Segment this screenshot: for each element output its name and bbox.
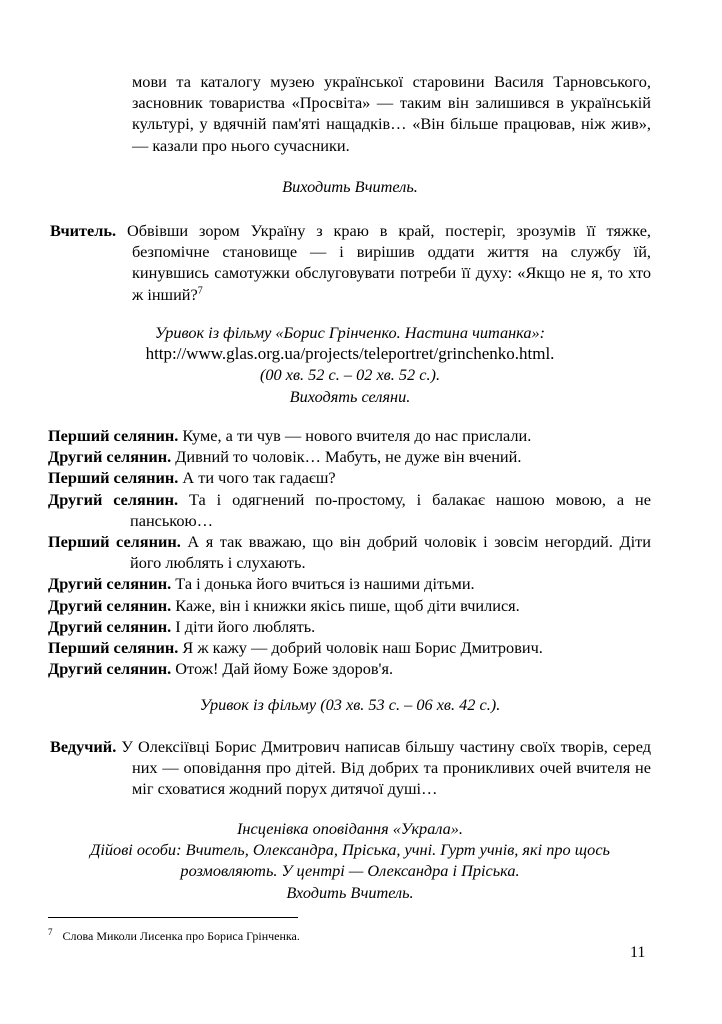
footnote	[48, 928, 300, 944]
staging-characters: Дійові особи: Вчитель, Олександра, Пріська, учні. Гурт учнів, які про щось розмовляють. У центрі — Олександра і Пріська.	[90, 840, 610, 881]
dialogue-text: А ти чого так гадаєш?	[182, 468, 336, 488]
host-text: У Олексіївці Борис Дмитрович написав більшу частину своїх творів, серед них — оповідання про дітей. Від добрих та проникливих очей вчителя не міг сховатися жодний порух дитячої душі…	[121, 737, 651, 799]
dialogue-line	[48, 446, 651, 467]
film-excerpt-1	[48, 322, 652, 407]
dialogue-text: І діти його люблять.	[175, 616, 316, 636]
film-excerpt-title: Уривок із фільму «Борис Грінченко. Настина читанка»:	[154, 323, 546, 342]
speaker-name: Перший селянин.	[48, 638, 179, 658]
staging-description	[48, 818, 652, 903]
staging-title: Інсценівка оповідання «Украла».	[236, 819, 463, 838]
dialogue-line	[48, 531, 651, 573]
speaker-name: Другий селянин.	[48, 659, 172, 679]
footnote-ref: 7	[197, 285, 203, 297]
film-excerpt-url[interactable]: http://www.glas.org.ua/projects/teleportret/grinchenko.html.	[145, 344, 555, 364]
dialogue-line	[48, 489, 651, 531]
footnote-text: Слова Миколи Лисенка про Бориса Грінченка.	[62, 929, 300, 943]
dialogue-text: Я ж кажу — добрий чоловік наш Борис Дмитрович.	[182, 638, 543, 658]
intro-paragraph	[132, 71, 651, 156]
stage-direction-villagers: Виходять селяни.	[289, 386, 411, 406]
dialogue-line	[48, 637, 651, 658]
dialogue-text: Дивний то чоловік… Мабуть, не дуже він вчений.	[175, 447, 522, 467]
dialogue-text: Каже, він і книжки якісь пише, щоб діти вчилися.	[175, 595, 520, 615]
speaker-name: Другий селянин.	[48, 595, 172, 615]
speaker-name: Другий селянин.	[48, 616, 172, 636]
speaker-name: Другий селянин.	[48, 574, 172, 594]
film-excerpt-2	[48, 694, 652, 715]
footnote-separator	[48, 917, 298, 918]
dialogue-line	[48, 573, 651, 594]
speaker-name: Перший селянин.	[48, 426, 179, 445]
dialogue-text: Та і одягнений по-простому, і балакає нашою мовою, а не панською…	[130, 489, 651, 530]
speaker-teacher: Вчитель.	[50, 221, 117, 240]
dialogue-line	[48, 658, 651, 679]
film-excerpt-2-text: Уривок із фільму (03 хв. 53 с. – 06 хв. 42 с.).	[199, 695, 501, 714]
dialogue-text: Куме, а ти чув — нового вчителя до нас прислали.	[182, 426, 532, 445]
speaker-name: Перший селянин.	[48, 468, 179, 488]
speaker-name: Другий селянин.	[48, 447, 172, 467]
dialogue-text: Та і донька його вчиться із нашими дітьми.	[175, 574, 475, 594]
film-excerpt-time: (00 хв. 52 с. – 02 хв. 52 с.).	[259, 365, 441, 385]
staging-enter: Входить Вчитель.	[286, 882, 414, 902]
dialogue-line	[48, 595, 651, 616]
intro-text: мови та каталогу музею української старовини Василя Тарновського, засновник товариства «Просвіта» — таким він залишився в українській культурі, у вдячній пам'яті нащадків… «Він більше працював, ніж жив», — казали про нього сучасники.	[132, 72, 651, 155]
speaker-name: Другий селянин.	[48, 489, 179, 509]
dialogue-line	[48, 616, 651, 637]
dialogue-line	[48, 425, 651, 446]
speaker-name: Перший селянин.	[48, 532, 181, 552]
page-number: 11	[630, 944, 646, 961]
teacher-text: Обвівши зором Україну з краю в край, постеріг, зрозумів її тяжке, безпомічне становище — і вирішив оддати життя на службу їй, кинувшись самотужки обслуговувати потреби її духу: «Якщо не я, то хто ж інший?	[126, 221, 651, 304]
dialogue-text: А я так вважаю, що він добрий чоловік і зовсім негордий. Діти його люблять і слухають.	[130, 532, 651, 573]
host-speech	[50, 736, 651, 800]
stage-direction-teacher-enters	[48, 176, 652, 197]
dialogue-block	[48, 425, 651, 679]
footnote-mark: 7	[48, 927, 53, 937]
speaker-host: Ведучий.	[50, 737, 117, 756]
stage-direction-text: Виходить Вчитель.	[282, 177, 418, 196]
teacher-speech	[50, 220, 651, 305]
dialogue-line	[48, 467, 651, 488]
dialogue-text: Отож! Дай йому Боже здоров'я.	[175, 659, 394, 679]
